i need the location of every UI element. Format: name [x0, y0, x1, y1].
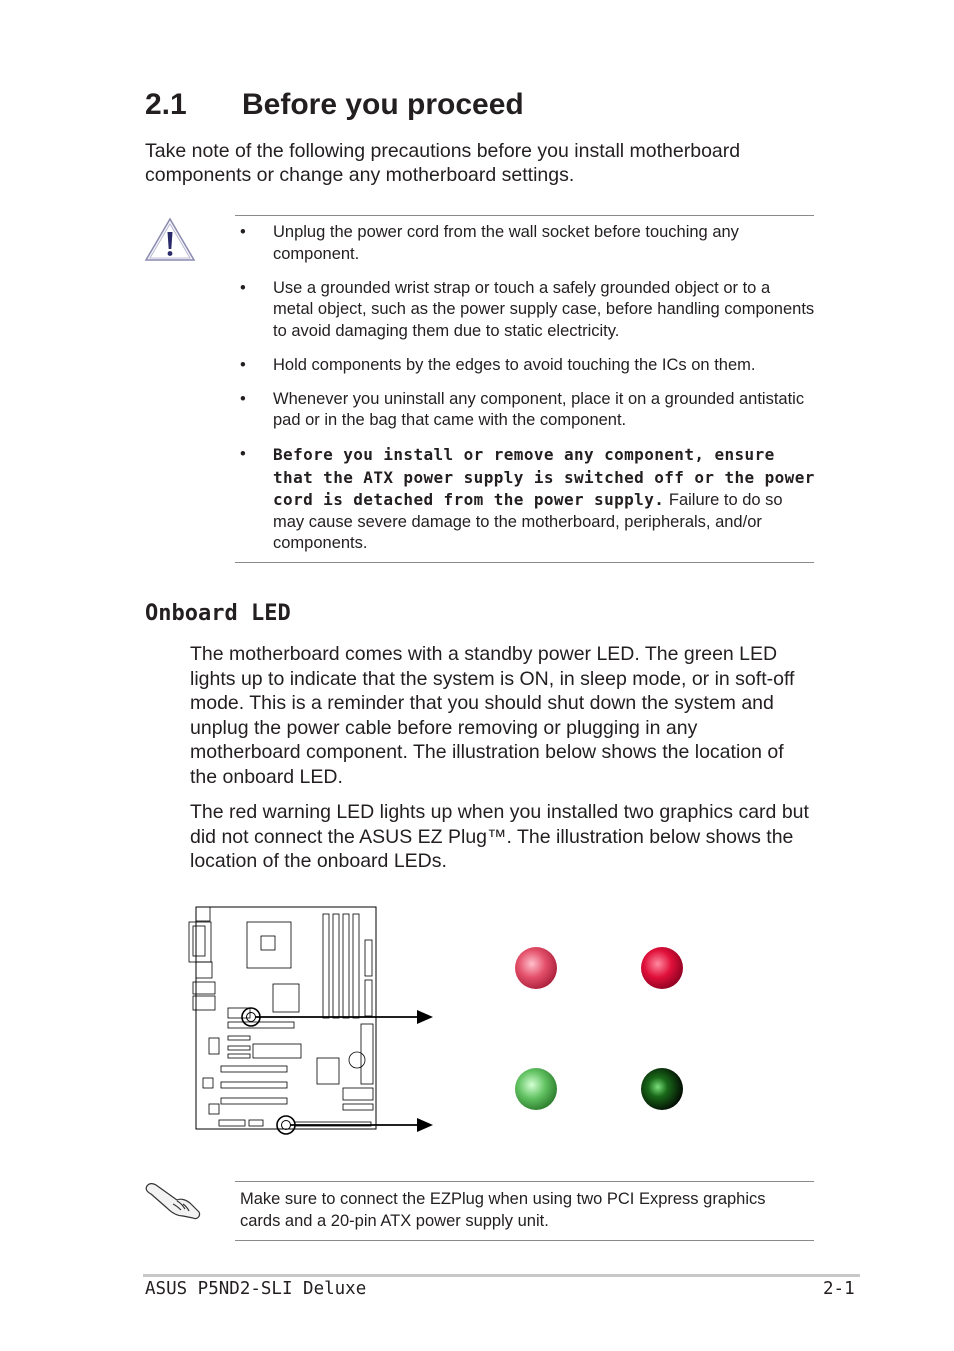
led-paragraph-1: The motherboard comes with a standby power LED. The green LED lights up to indicate that the system is ON, in sleep mode, or in soft-off mode. This is a reminder that you should shut down the system and unplug the power cable before removing or plugging in any motherboard component. The illustration below shows the location of the onboard LED.	[190, 643, 795, 788]
note-text: Make sure to connect the EZPlug when using two PCI Express graphics cards and a 20-pin ATX power supply unit.	[240, 1190, 766, 1230]
caution-top-rule	[235, 215, 814, 216]
footer-rule	[143, 1274, 860, 1277]
list-item: • Whenever you uninstall any component, place it on a grounded antistatic pad or in the bag that came with the component.	[240, 389, 805, 429]
bold-warning-text: Before you install or remove any component, ensure that the ATX power supply is switched off or the power cord is detached from the power supply.	[273, 445, 815, 509]
section-title-text: Before you proceed	[242, 88, 524, 121]
section-number: 2.1	[145, 88, 187, 121]
green-led-off	[641, 1068, 683, 1110]
footer-product: ASUS P5ND2-SLI Deluxe	[145, 1279, 367, 1299]
list-item: • Use a grounded wrist strap or touch a safely grounded object or to a metal object, such as the power supply case, before handling components to avoid damaging them due to static electricity.	[240, 278, 815, 340]
section-title	[145, 88, 524, 122]
list-item: • Before you install or remove any component, ensure that the ATX power supply is switched off or the power cord is detached from the power supply. Failure to do so may cause severe damage to the motherboard, peripherals, and/or components.	[240, 445, 815, 552]
note-top-rule	[235, 1181, 814, 1182]
caution-list	[240, 222, 815, 567]
red-led-on	[515, 947, 557, 989]
list-item: • Hold components by the edges to avoid touching the ICs on them.	[240, 355, 756, 374]
note-bottom-rule	[235, 1240, 814, 1241]
warning-triangle-icon	[143, 216, 197, 264]
led-indicators	[500, 935, 700, 1115]
motherboard-diagram	[185, 900, 445, 1140]
caution-bottom-rule	[235, 562, 814, 563]
intro-paragraph: Take note of the following precautions before you install motherboard components or change any motherboard settings.	[145, 140, 741, 186]
footer-page-number: 2-1	[823, 1279, 855, 1299]
list-item: • Unplug the power cord from the wall socket before touching any component.	[240, 223, 739, 263]
red-led-bright	[641, 947, 683, 989]
pointing-hand-icon	[143, 1180, 203, 1222]
green-led-on	[515, 1068, 557, 1110]
subsection-heading: Onboard LED	[145, 601, 291, 626]
led-paragraph-2: The red warning LED lights up when you installed two graphics card but did not connect the ASUS EZ Plug™. The illustration below shows the location of the onboard LEDs.	[190, 801, 809, 872]
